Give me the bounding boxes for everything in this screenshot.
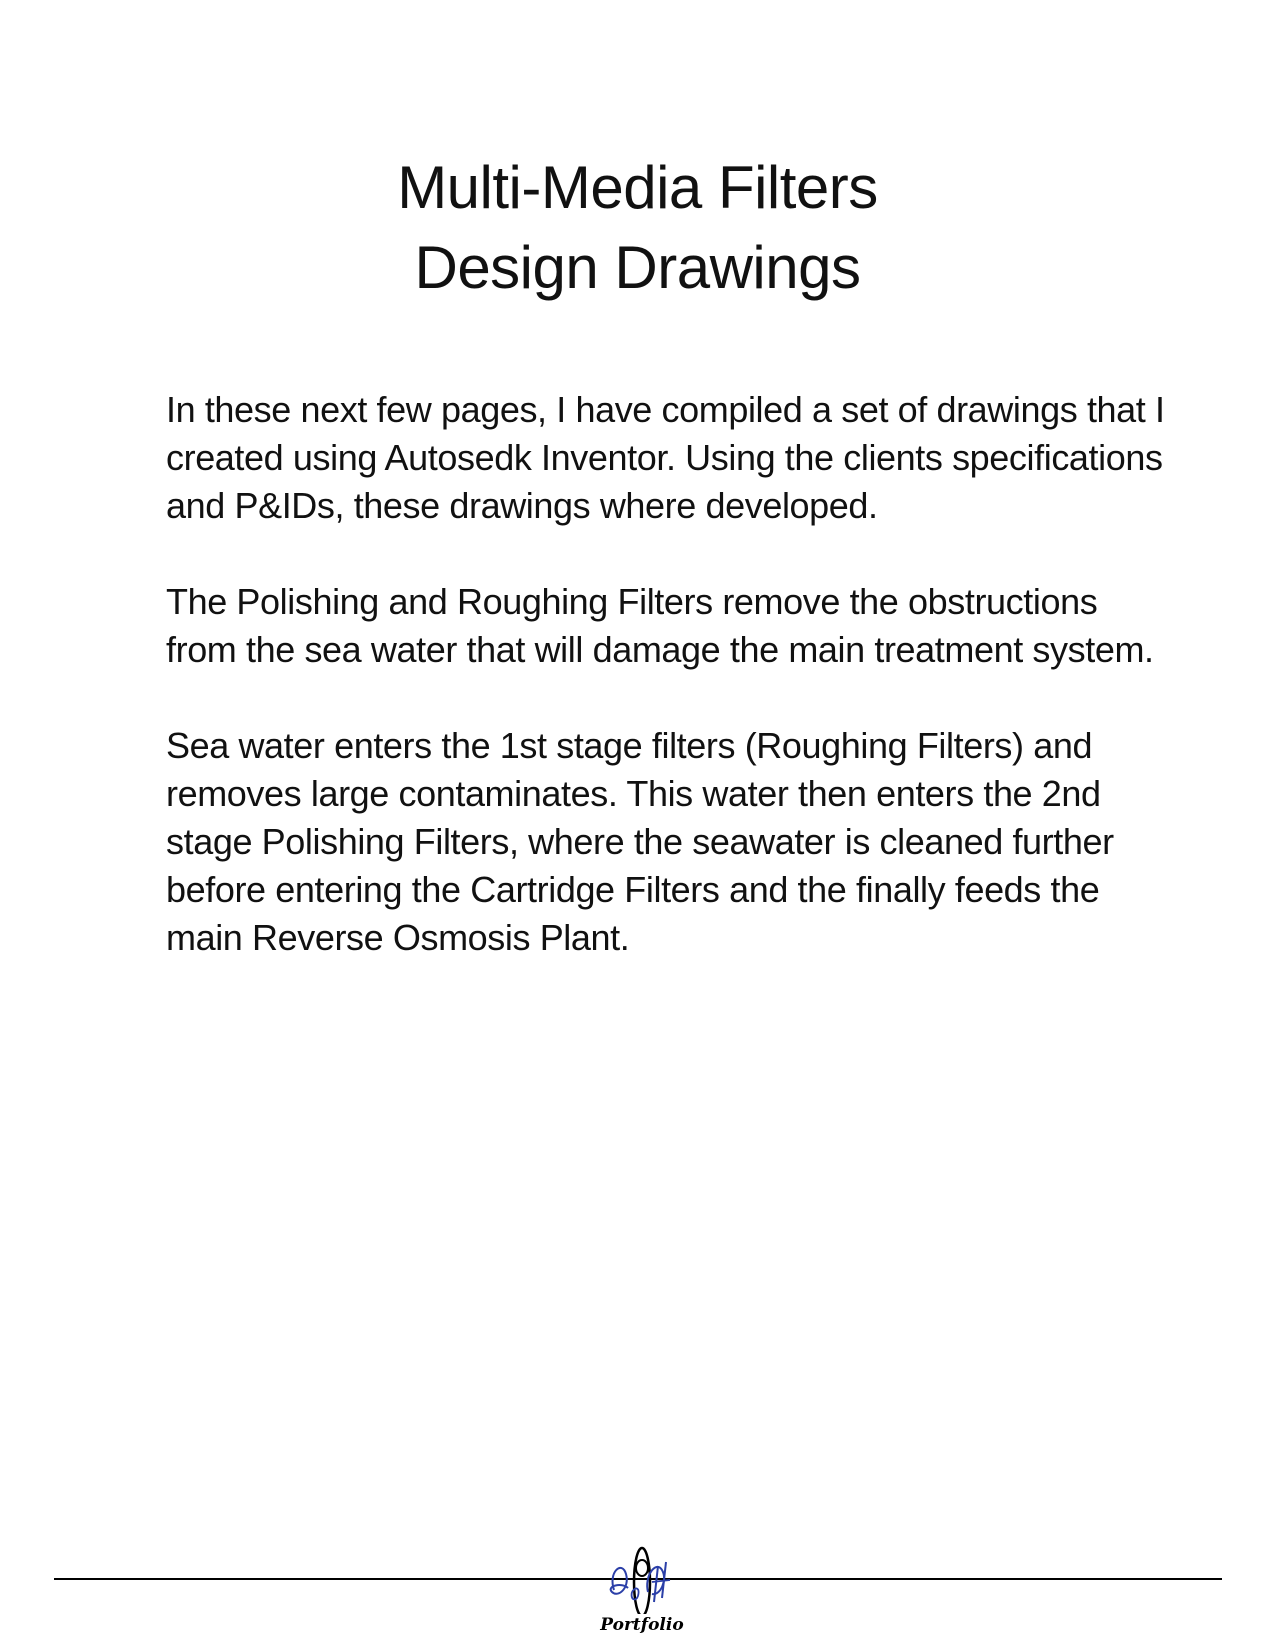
title-line-1: Multi-Media Filters: [397, 154, 878, 221]
monogram-logo-icon: [582, 1532, 702, 1622]
paragraph-intro: In these next few pages, I have compiled a set of drawings that I created using Autosedk Inventor. Using the clients specifications and P&IDs, these drawings where developed.: [166, 389, 1165, 526]
title-line-2: Design Drawings: [414, 234, 861, 301]
logo-text: Portfolio: [582, 1614, 702, 1636]
paragraph-filters-purpose: The Polishing and Roughing Filters remove the obstructions from the sea water that will damage the main treatment system.: [166, 581, 1154, 670]
body-text: [166, 386, 1176, 1010]
paragraph-process: Sea water enters the 1st stage filters (Roughing Filters) and removes large contaminates. This water then enters the 2nd stage Polishing Filters, where the seawater is cleaned further before entering the Cartridge Filters and the finally feeds the main Reverse Osmosis Plant.: [166, 725, 1114, 958]
portfolio-logo: [582, 1532, 702, 1644]
page-title: [0, 148, 1275, 308]
